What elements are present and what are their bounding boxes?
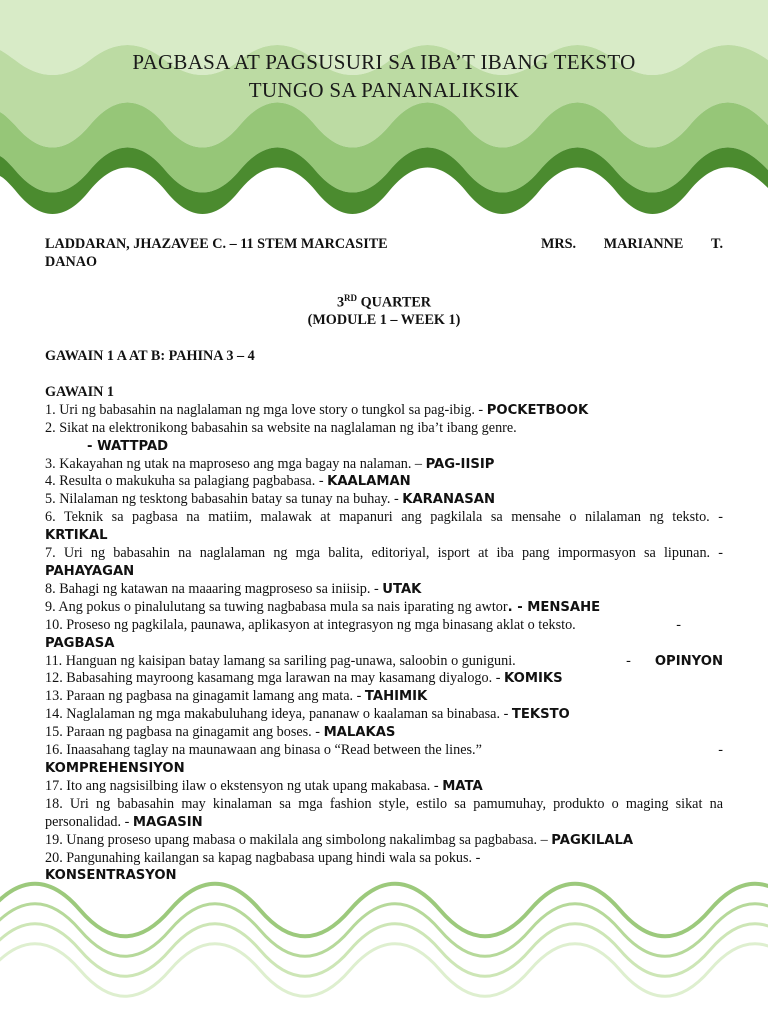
list-item: 1. Uri ng babasahin na naglalaman ng mga love story o tungkol sa pag-ibig. - POCKETBOOK	[45, 401, 589, 418]
gawain-1-heading: GAWAIN 1	[45, 383, 114, 400]
header-line	[45, 236, 723, 254]
student-name: LADDARAN, JHAZAVEE C. – 11 STEM MARCASITE	[45, 236, 388, 252]
title-line-2: TUNGO SA PANANALIKSIK	[248, 78, 520, 102]
list-item-answer: KONSENTRASYON	[45, 868, 177, 884]
teacher-name	[541, 236, 723, 254]
list-item: 7. Uri ng babasahin na naglalaman ng mga balita, editoriyal, isport at iba pang impormasyon sa lipunan. -	[45, 545, 723, 562]
quarter-label: QUARTER	[357, 294, 432, 311]
list-item-answer: - WATTPAD	[87, 438, 169, 454]
top-wave-decoration	[0, 0, 768, 230]
list-item: 8. Bahagi ng katawan na maaaring magproseso sa iniisip. - UTAK	[45, 580, 422, 597]
bottom-wave-line-4	[0, 944, 768, 997]
quarter-suffix: RD	[344, 292, 358, 303]
list-item: 20. Pangunahing kailangan sa kapag nagbabasa upang hindi wala sa pokus. -	[45, 849, 481, 866]
bottom-wave-line-2	[0, 904, 768, 957]
list-item: 12. Babasahing mayroong kasamang mga larawan na may kasamang diyalogo. - KOMIKS	[45, 670, 563, 687]
list-item: 14. Naglalaman ng mga makabuluhang ideya, pananaw o kaalaman sa binabasa. - TEKSTO	[45, 706, 570, 723]
list-item-answer: KOMPREHENSIYON	[45, 760, 185, 776]
list-item: personalidad. - MAGASIN	[45, 813, 203, 830]
teacher-surname: DANAO	[45, 253, 98, 270]
document-body	[45, 236, 723, 885]
list-item: 10. Proseso ng pagkilala, paunawa, aplikasyon at integrasyon ng mga binasang aklat o teksto. -	[45, 616, 681, 633]
list-item-answer: PAGBASA	[45, 635, 115, 651]
list-item: 19. Unang proseso upang mabasa o makilala ang simbolong nakalimbag sa pagbabasa. – PAGKILALA	[45, 831, 634, 848]
bottom-wave-line-3	[0, 924, 768, 977]
quarter-number: 3	[336, 294, 345, 311]
list-item: 3. Kakayahan ng utak na maproseso ang mga bagay na nalaman. – PAG-IISIP	[45, 455, 495, 472]
list-item: 9. Ang pokus o pinalulutang sa tuwing nagbabasa mula sa nais iparating ng awtor. - MENSAHE	[45, 598, 601, 615]
list-item: 4. Resulta o makukuha sa palagiang pagbabasa. - KAALAMAN	[45, 473, 411, 490]
gawain-ab-heading: GAWAIN 1 A AT B: PAHINA 3 – 4	[45, 348, 255, 365]
teacher-first: MARIANNE	[603, 236, 684, 252]
title-line-1: PAGBASA AT PAGSUSURI SA IBA’T IBANG TEKSTO	[132, 50, 636, 74]
list-item: 2. Sikat na elektronikong babasahin sa website na naglalaman ng iba’t ibang genre.	[45, 419, 517, 436]
list-item: 13. Paraan ng pagbasa na ginagamit lamang ang mata. - TAHIMIK	[45, 688, 428, 705]
module-heading: (MODULE 1 – WEEK 1)	[307, 312, 461, 329]
list-item-answer: KRTIKAL	[45, 528, 108, 544]
list-item: 6. Teknik sa pagbasa na matiim, malawak at mapanuri ang pagkilala sa mensahe o nilalaman ng teksto. -	[45, 509, 723, 526]
list-item: 17. Ito ang nagsisilbing ilaw o ekstensyon ng utak upang makabasa. - MATA	[45, 777, 483, 794]
list-item: 18. Uri ng babasahin may kinalaman sa mga fashion style, estilo sa pamumuhay, produkto o maging sikat na	[45, 795, 723, 812]
list-item-answer: PAHAYAGAN	[45, 564, 135, 579]
bottom-wave-line-1	[0, 884, 768, 937]
bottom-wave-decoration	[0, 870, 768, 1024]
quarter-heading	[45, 290, 723, 313]
list-item: 11. Hanguan ng kaisipan batay lamang sa sariling pag-unawa, saloobin o guniguni. - OPINYON	[45, 652, 723, 669]
list-item: 15. Paraan ng pagbasa na ginagamit ang boses. - MALAKAS	[45, 724, 396, 741]
list-item: 5. Nilalaman ng tesktong babasahin batay sa tunay na buhay. - KARANASAN	[45, 491, 495, 508]
teacher-initial: T.	[711, 236, 723, 252]
teacher-title: MRS.	[541, 236, 577, 252]
list-item: 16. Inaasahang taglay na maunawaan ang binasa o “Read between the lines.” -	[45, 742, 723, 759]
document-title	[0, 48, 768, 104]
